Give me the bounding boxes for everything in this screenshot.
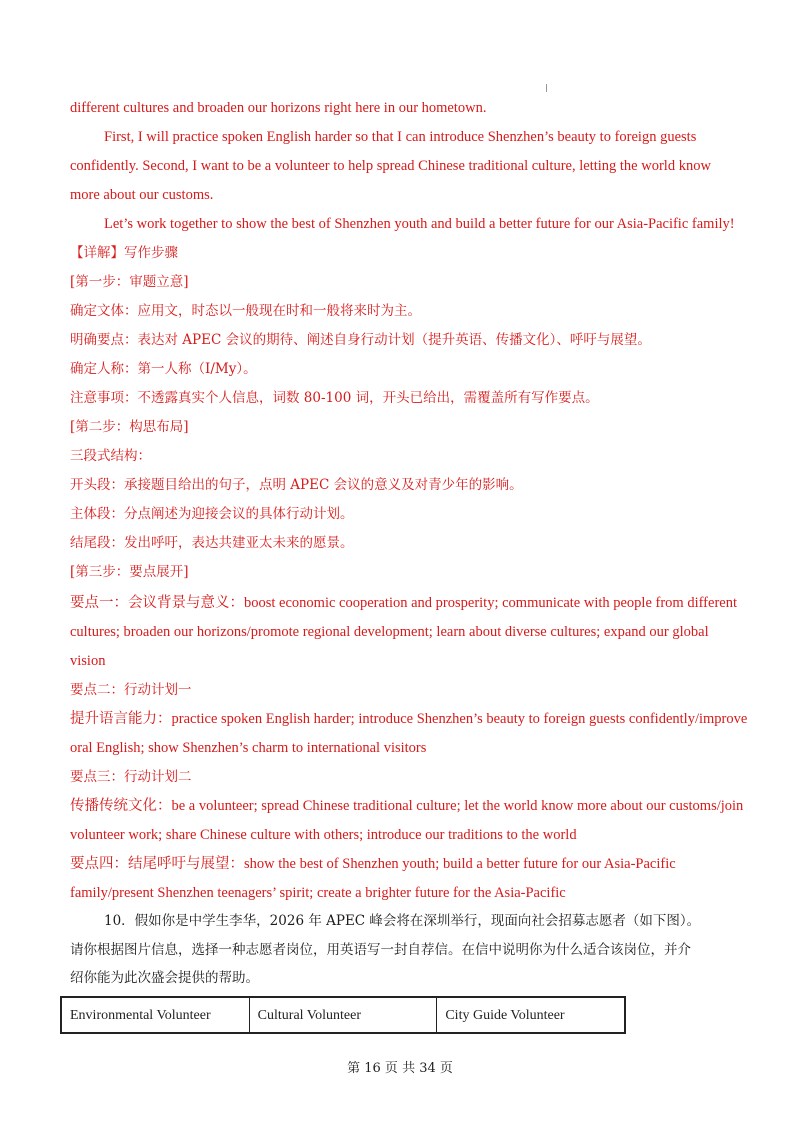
essay-line: more about our customs.	[70, 187, 214, 203]
point-line: cultures; broaden our horizons/promote regional development; learn about diverse cultures; expand our global	[70, 624, 709, 640]
analysis-line: 三段式结构：	[70, 448, 151, 464]
point-line: 要点一：会议背景与意义：boost economic cooperation and prosperity; communicate with people from different	[70, 595, 737, 611]
role-cell-city-guide: City Guide Volunteer	[445, 1008, 565, 1023]
essay-line: First, I will practice spoken English harder so that I can introduce Shenzhen’s beauty to foreign guests	[104, 129, 697, 145]
point-heading: 要点二：行动计划一	[70, 682, 192, 698]
point-line: oral English; show Shenzhen’s charm to international visitors	[70, 740, 427, 756]
analysis-line: 结尾段：发出呼吁，表达共建亚太未来的愿景。	[70, 535, 354, 551]
analysis-line: 确定人称：第一人称（I/My）。	[70, 361, 257, 377]
essay-line: Let’s work together to show the best of Shenzhen youth and build a better future for our Asia-Pacific family!	[104, 216, 735, 232]
step-heading: [第三步：要点展开]	[70, 564, 189, 580]
role-cell-cultural: Cultural Volunteer	[250, 998, 438, 1032]
question-line: 10．假如你是中学生李华，2026 年 APEC 峰会将在深圳举行，现面向社会招募志愿者（如下图）。	[104, 913, 701, 929]
point-line: family/present Shenzhen teenagers’ spirit; create a brighter future for the Asia-Pacific	[70, 885, 566, 901]
analysis-header: 【详解】写作步骤	[70, 245, 178, 261]
essay-line: confidently. Second, I want to be a volunteer to help spread Chinese traditional culture, letting the world know	[70, 158, 711, 174]
essay-line: different cultures and broaden our horizons right here in our hometown.	[70, 100, 487, 116]
analysis-line: 明确要点：表达对 APEC 会议的期待、阐述自身行动计划（提升英语、传播文化）、呼吁与展望。	[70, 332, 651, 348]
volunteer-role-table	[60, 996, 626, 1034]
step-heading: [第二步：构思布局]	[70, 419, 189, 435]
question-line: 请你根据图片信息，选择一种志愿者岗位，用英语写一封自荐信。在信中说明你为什么适合该岗位，并介	[70, 942, 691, 958]
step-heading: [第一步：审题立意]	[70, 274, 189, 290]
analysis-line: 确定文体：应用文，时态以一般现在时和一般将来时为主。	[70, 303, 421, 319]
question-line: 绍你能为此次盛会提供的帮助。	[70, 970, 259, 986]
analysis-line: 主体段：分点阐述为迎接会议的具体行动计划。	[70, 506, 354, 522]
point-line: vision	[70, 653, 106, 669]
point-line: 提升语言能力：practice spoken English harder; introduce Shenzhen’s beauty to foreign guests confidently/improve	[70, 711, 748, 727]
point-line: volunteer work; share Chinese culture with others; introduce our traditions to the world	[70, 827, 577, 843]
point-heading: 要点三：行动计划二	[70, 769, 192, 785]
role-cell-environmental: Environmental Volunteer	[62, 998, 250, 1032]
scan-mark	[546, 84, 547, 92]
analysis-line: 开头段：承接题目给出的句子，点明 APEC 会议的意义及对青少年的影响。	[70, 477, 523, 493]
analysis-line: 注意事项：不透露真实个人信息，词数 80-100 词，开头已给出，需覆盖所有写作要点。	[70, 390, 599, 406]
point-line: 传播传统文化：be a volunteer; spread Chinese traditional culture; let the world know more about our customs/join	[70, 798, 744, 814]
point-line: 要点四：结尾呼吁与展望：show the best of Shenzhen youth; build a better future for our Asia-Pacific	[70, 856, 676, 872]
page-footer: 第 16 页 共 34 页	[347, 1061, 453, 1076]
